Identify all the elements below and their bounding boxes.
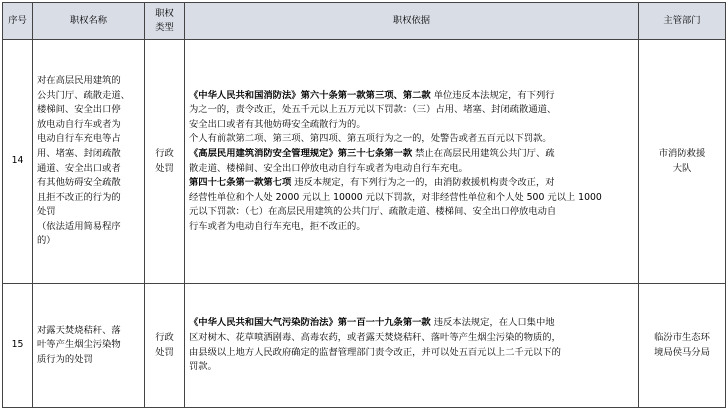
authority-table (2, 2, 726, 408)
law-citation: 第四十七条第一款第七项 (189, 177, 292, 189)
table-row (3, 284, 726, 408)
law-citation: 《中华人民共和国大气污染防治法》第一百一十九条第一款 (189, 317, 431, 329)
authority-type: 行政 处罚 (145, 40, 185, 284)
table-row (3, 40, 726, 284)
header-row (3, 3, 726, 40)
authority-name: 对露天焚烧秸秆、落 叶等产生烟尘污染物 质行为的处罚 (33, 284, 145, 408)
row-number: 14 (3, 40, 33, 284)
law-citation: 《高层民用建筑消防安全管理规定》第三十七条第一款 (189, 147, 413, 159)
authority-basis: 《中华人民共和国大气污染防治法》第一百一十九条第一款 违反本法规定，在人口集中地 区对树木、花草喷洒剧毒、高毒农药，或者露天焚烧秸秆、落叶等产生烟尘污染的物质的， 由县级以上地方人民政府确定的监督管理部门责令改正，并可以处五百元以上二千元以下的 罚款。 (185, 284, 639, 408)
authority-dept: 市消防救援 大队 (639, 40, 726, 284)
authority-name: 对在高层民用建筑的 公共门厅、疏散走道、 楼梯间、安全出口停 放电动自行车或者为 电动自行车充电等占 用、堵塞、封闭疏散 通道、安全出口或者 有其他妨碍安全疏散 且拒不改正的行为的 处罚 （依法适用简易程序 的） (33, 40, 145, 284)
header-name: 职权名称 (33, 3, 145, 40)
law-citation: 《中华人民共和国消防法》第六十条第一款第三项、第二款 (189, 89, 431, 101)
header-basis: 职权依据 (185, 3, 639, 40)
authority-dept: 临汾市生态环 境局侯马分局 (639, 284, 726, 408)
authority-basis: 《中华人民共和国消防法》第六十条第一款第三项、第二款 单位违反本法规定，有下列行 为之一的，责令改正，处五千元以上五万元以下罚款：（三）占用、堵塞、封闭疏散通道、 安全出口或者有其他妨碍安全疏散行为的。 个人有前款第二项、第三项、第四项、第五项行为之一的，处警告或者五百元以下罚款。 《高层民用建筑消防安全管理规定》第三十七条第一款 禁止在高层民用建筑公共门厅、疏 散走道、楼梯间、安全出口停放电动自行车或者为电动自行车充电。 第四十七条第一款第七项 违反本规定，有下列行为之一的，由消防救援机构责令改正，对 经营性单位和个人处 2000 元以上 10000 元以下罚款，对非经营性单位和个人处 500 元以上 1000 元以下罚款：（七）在高层民用建筑的公共门厅、疏散走道、楼梯间、安全出口停放电动自 行车或者为电动自行车充电，拒不改正的。 (185, 40, 639, 284)
authority-type: 行政 处罚 (145, 284, 185, 408)
header-dept: 主管部门 (639, 3, 726, 40)
header-type: 职权 类型 (145, 3, 185, 40)
row-number: 15 (3, 284, 33, 408)
header-num: 序号 (3, 3, 33, 40)
